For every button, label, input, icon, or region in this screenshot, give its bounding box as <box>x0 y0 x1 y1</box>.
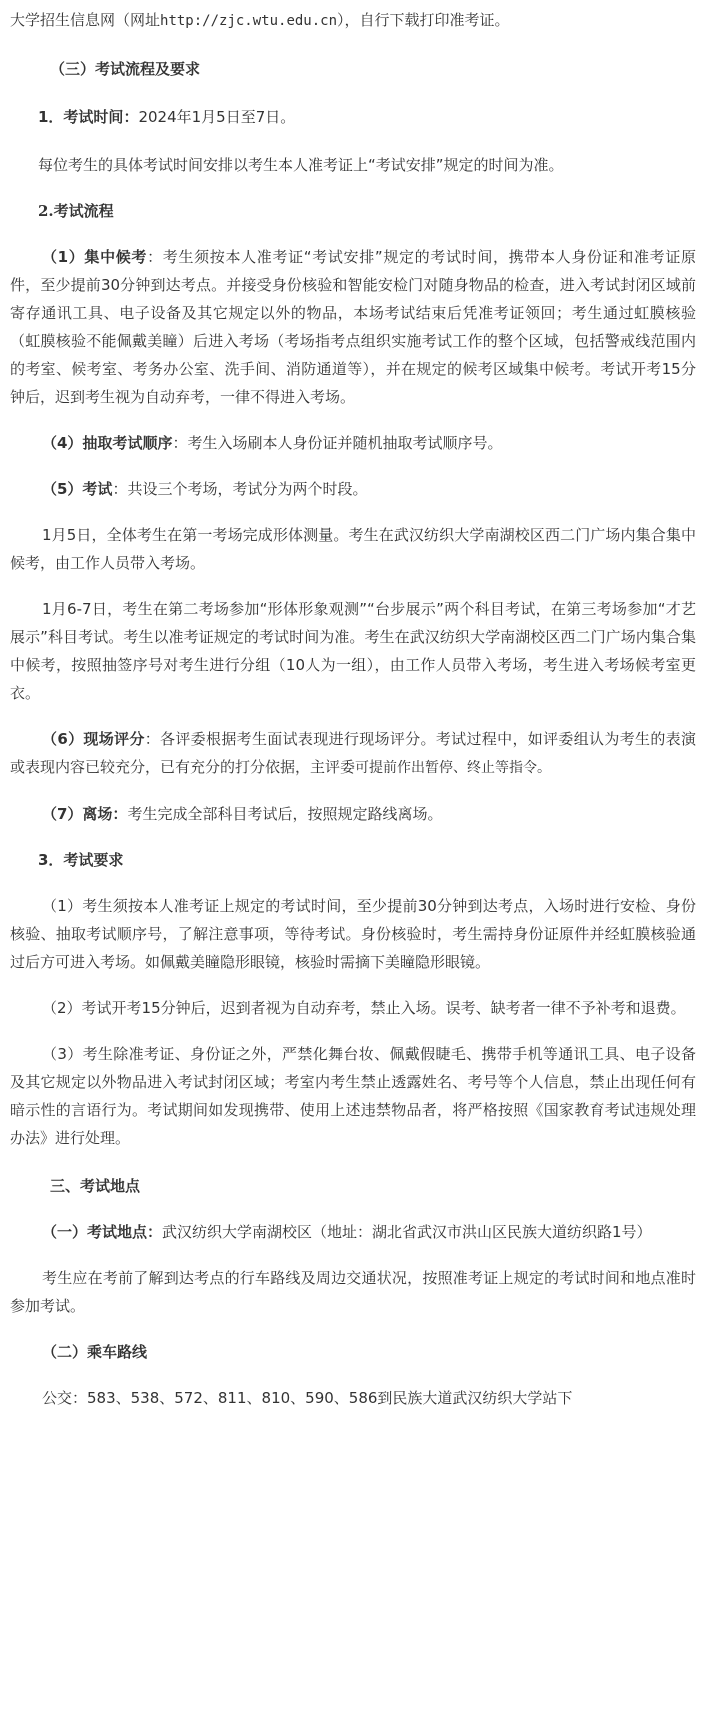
flow-item-4-label: （4）抽取考试顺序 <box>42 434 173 452</box>
exam-requirements-title: 3．考试要求 <box>38 851 124 869</box>
intro-line <box>10 6 696 35</box>
flow-item-5-label: （5）考试 <box>42 480 113 498</box>
bus-route-title: （二）乘车路线 <box>42 1343 148 1361</box>
exam-location-text: 武汉纺织大学南湖校区（地址：湖北省武汉市洪山区民族大道纺织路1号） <box>162 1223 652 1241</box>
flow-item-4-text: ：考生入场刷本人身份证并随机抽取考试顺序号。 <box>172 434 503 452</box>
day-1-paragraph: 1月5日，全体考生在第一考场完成形体测量。考生在武汉纺织大学南湖校区西二门广场内集合集中候考，由工作人员带入考场。 <box>10 526 696 572</box>
requirement-3: （3）考生除准考证、身份证之外，严禁化舞台妆、佩戴假睫毛、携带手机等通讯工具、电子设备及其它规定以外物品进入考试封闭区域；考室内考生禁止透露姓名、考号等个人信息，禁止出现任何有暗示性的言语行为。考试期间如发现携带、使用上述违禁物品者，将严格按照《国家教育考试违规处理办法》进行处理。 <box>10 1045 696 1147</box>
flow-item-7-text: 考生完成全部科目考试后，按照规定路线离场。 <box>127 805 443 823</box>
exam-time-note: 每位考生的具体考试时间安排以考生本人准考证上“考试安排”规定的时间为准。 <box>38 156 564 174</box>
website-url: http://zjc.wtu.edu.cn <box>160 13 338 29</box>
section-title-process: （三）考试流程及要求 <box>50 60 201 78</box>
flow-item-7-label: （7）离场： <box>42 805 128 823</box>
flow-item-5-text: ：共设三个考场，考试分为两个时段。 <box>112 480 368 498</box>
requirement-1: （1）考生须按本人准考证上规定的考试时间，至少提前30分钟到达考点，入场时进行安检、身份核验、抽取考试顺序号，了解注意事项，等待考试。身份核验时，考生需持身份证原件并经虹膜核验通过后方可进入考场。如佩戴美瞳隐形眼镜，核验时需摘下美瞳隐形眼镜。 <box>10 897 696 971</box>
flow-item-6-text: ：各评委根据考生面试表现进行现场评分。考试过程中，如评委组认为考生的表演或表现内容已较充分，已有充分的打分依据，主评委 <box>10 730 696 776</box>
exam-location-label: （一）考试地点： <box>42 1223 163 1241</box>
flow-item-5 <box>10 475 696 503</box>
intro-text-end: ），自行下载打印准考证。 <box>337 11 510 29</box>
intro-text: 大学招生信息网（网址 <box>10 11 161 29</box>
flow-item-4 <box>10 429 696 457</box>
section-title-location: 三、考试地点 <box>50 1177 141 1195</box>
exam-time-line <box>10 103 696 131</box>
flow-item-6-label: （6）现场评分 <box>42 730 145 748</box>
flow-item-1-label: （1）集中候考 <box>42 248 148 266</box>
flow-item-6-text-end: 可提前作出暂停、终止等指令。 <box>355 760 552 776</box>
bus-route-text: 公交：583、538、572、811、810、590、586到民族大道武汉纺织大学站下 <box>42 1389 573 1407</box>
flow-item-1-text: ：考生须按本人准考证“考试安排”规定的考试时间，携带本人身份证和准考证原件，至少提前30分钟到达考点。并接受身份核验和智能安检门对随身物品的检查，进入考试封闭区域前寄存通讯工具、电子设备及其它规定以外的物品，本场考试结束后凭准考证领回；考生通过虹膜核验（虹膜核验不能佩戴美瞳）后进入考场（考场指考点组织实施考试工作的整个区域，包括警戒线范围内的考室、候考室、考务办公室、洗手间、消防通道等），并在规定的候考区域集中候考。考试开考15分钟后，迟到考生视为自动弃考，一律不得进入考场。 <box>10 248 696 406</box>
exam-flow-title: 2.考试流程 <box>38 202 114 220</box>
exam-time-value: 2024年1月5日至7日。 <box>138 108 296 126</box>
exam-location-line <box>10 1218 696 1246</box>
exam-time-label: 1．考试时间： <box>38 108 139 126</box>
requirement-2: （2）考试开考15分钟后，迟到者视为自动弃考，禁止入场。误考、缺考者一律不予补考和退费。 <box>42 999 686 1017</box>
flow-item-6 <box>10 725 696 782</box>
flow-item-7 <box>10 800 696 828</box>
location-note: 考生应在考前了解到达考点的行车路线及周边交通状况，按照准考证上规定的考试时间和地点准时参加考试。 <box>10 1269 696 1315</box>
flow-item-1 <box>10 243 696 411</box>
day-6-7-paragraph: 1月6-7日，考生在第二考场参加“形体形象观测”“台步展示”两个科目考试，在第三考场参加“才艺展示”科目考试。考生以准考证规定的考试时间为准。考生在武汉纺织大学南湖校区西二门广场内集合集中候考，按照抽签序号对考生进行分组（10人为一组），由工作人员带入考场，考生进入考场候考室更衣。 <box>10 600 696 702</box>
